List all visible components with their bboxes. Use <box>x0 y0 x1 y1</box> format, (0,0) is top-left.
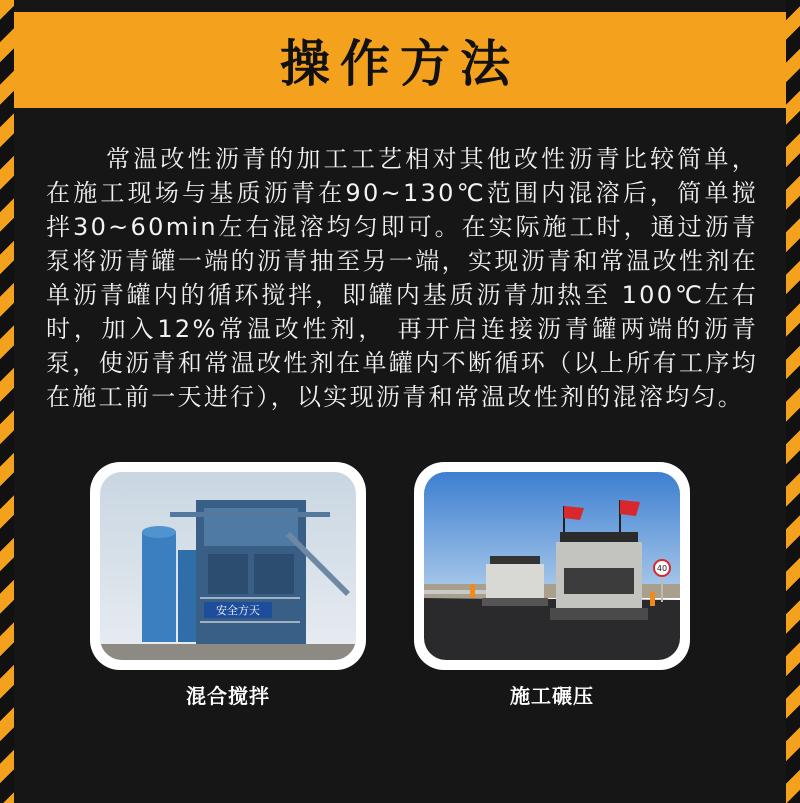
title-banner <box>14 12 786 108</box>
mixing-plant-photo <box>90 462 366 670</box>
safety-sign-text: 安全方天 <box>216 604 260 617</box>
paving-image <box>424 472 680 660</box>
description-paragraph: 常温改性沥青的加工工艺相对其他改性沥青比较简单，在施工现场与基质沥青在90~130℃范围内混溶后，简单搅拌30~60min左右混溶均匀即可。在实际施工时，通过沥青泵将沥青罐一端的沥青抽至另一端，实现沥青和常温改性剂在单沥青罐内的循环搅拌，即罐内基质沥青加热至 100℃左右时，加入12%常温改性剂， 再开启连接沥青罐两端的沥青泵，使沥青和常温改性剂在单罐内不断循环（以上所有工序均在施工前一天进行），以实现沥青和常温改性剂的混溶均匀。 <box>46 145 758 411</box>
mixing-plant-image <box>100 472 356 660</box>
paving-photo <box>414 462 690 670</box>
paving-caption: 施工碾压 <box>510 684 594 708</box>
mixing-caption: 混合搅拌 <box>186 684 270 708</box>
page-title: 操作方法 <box>280 35 520 93</box>
speed-limit-sign-text: 40 <box>656 564 668 573</box>
